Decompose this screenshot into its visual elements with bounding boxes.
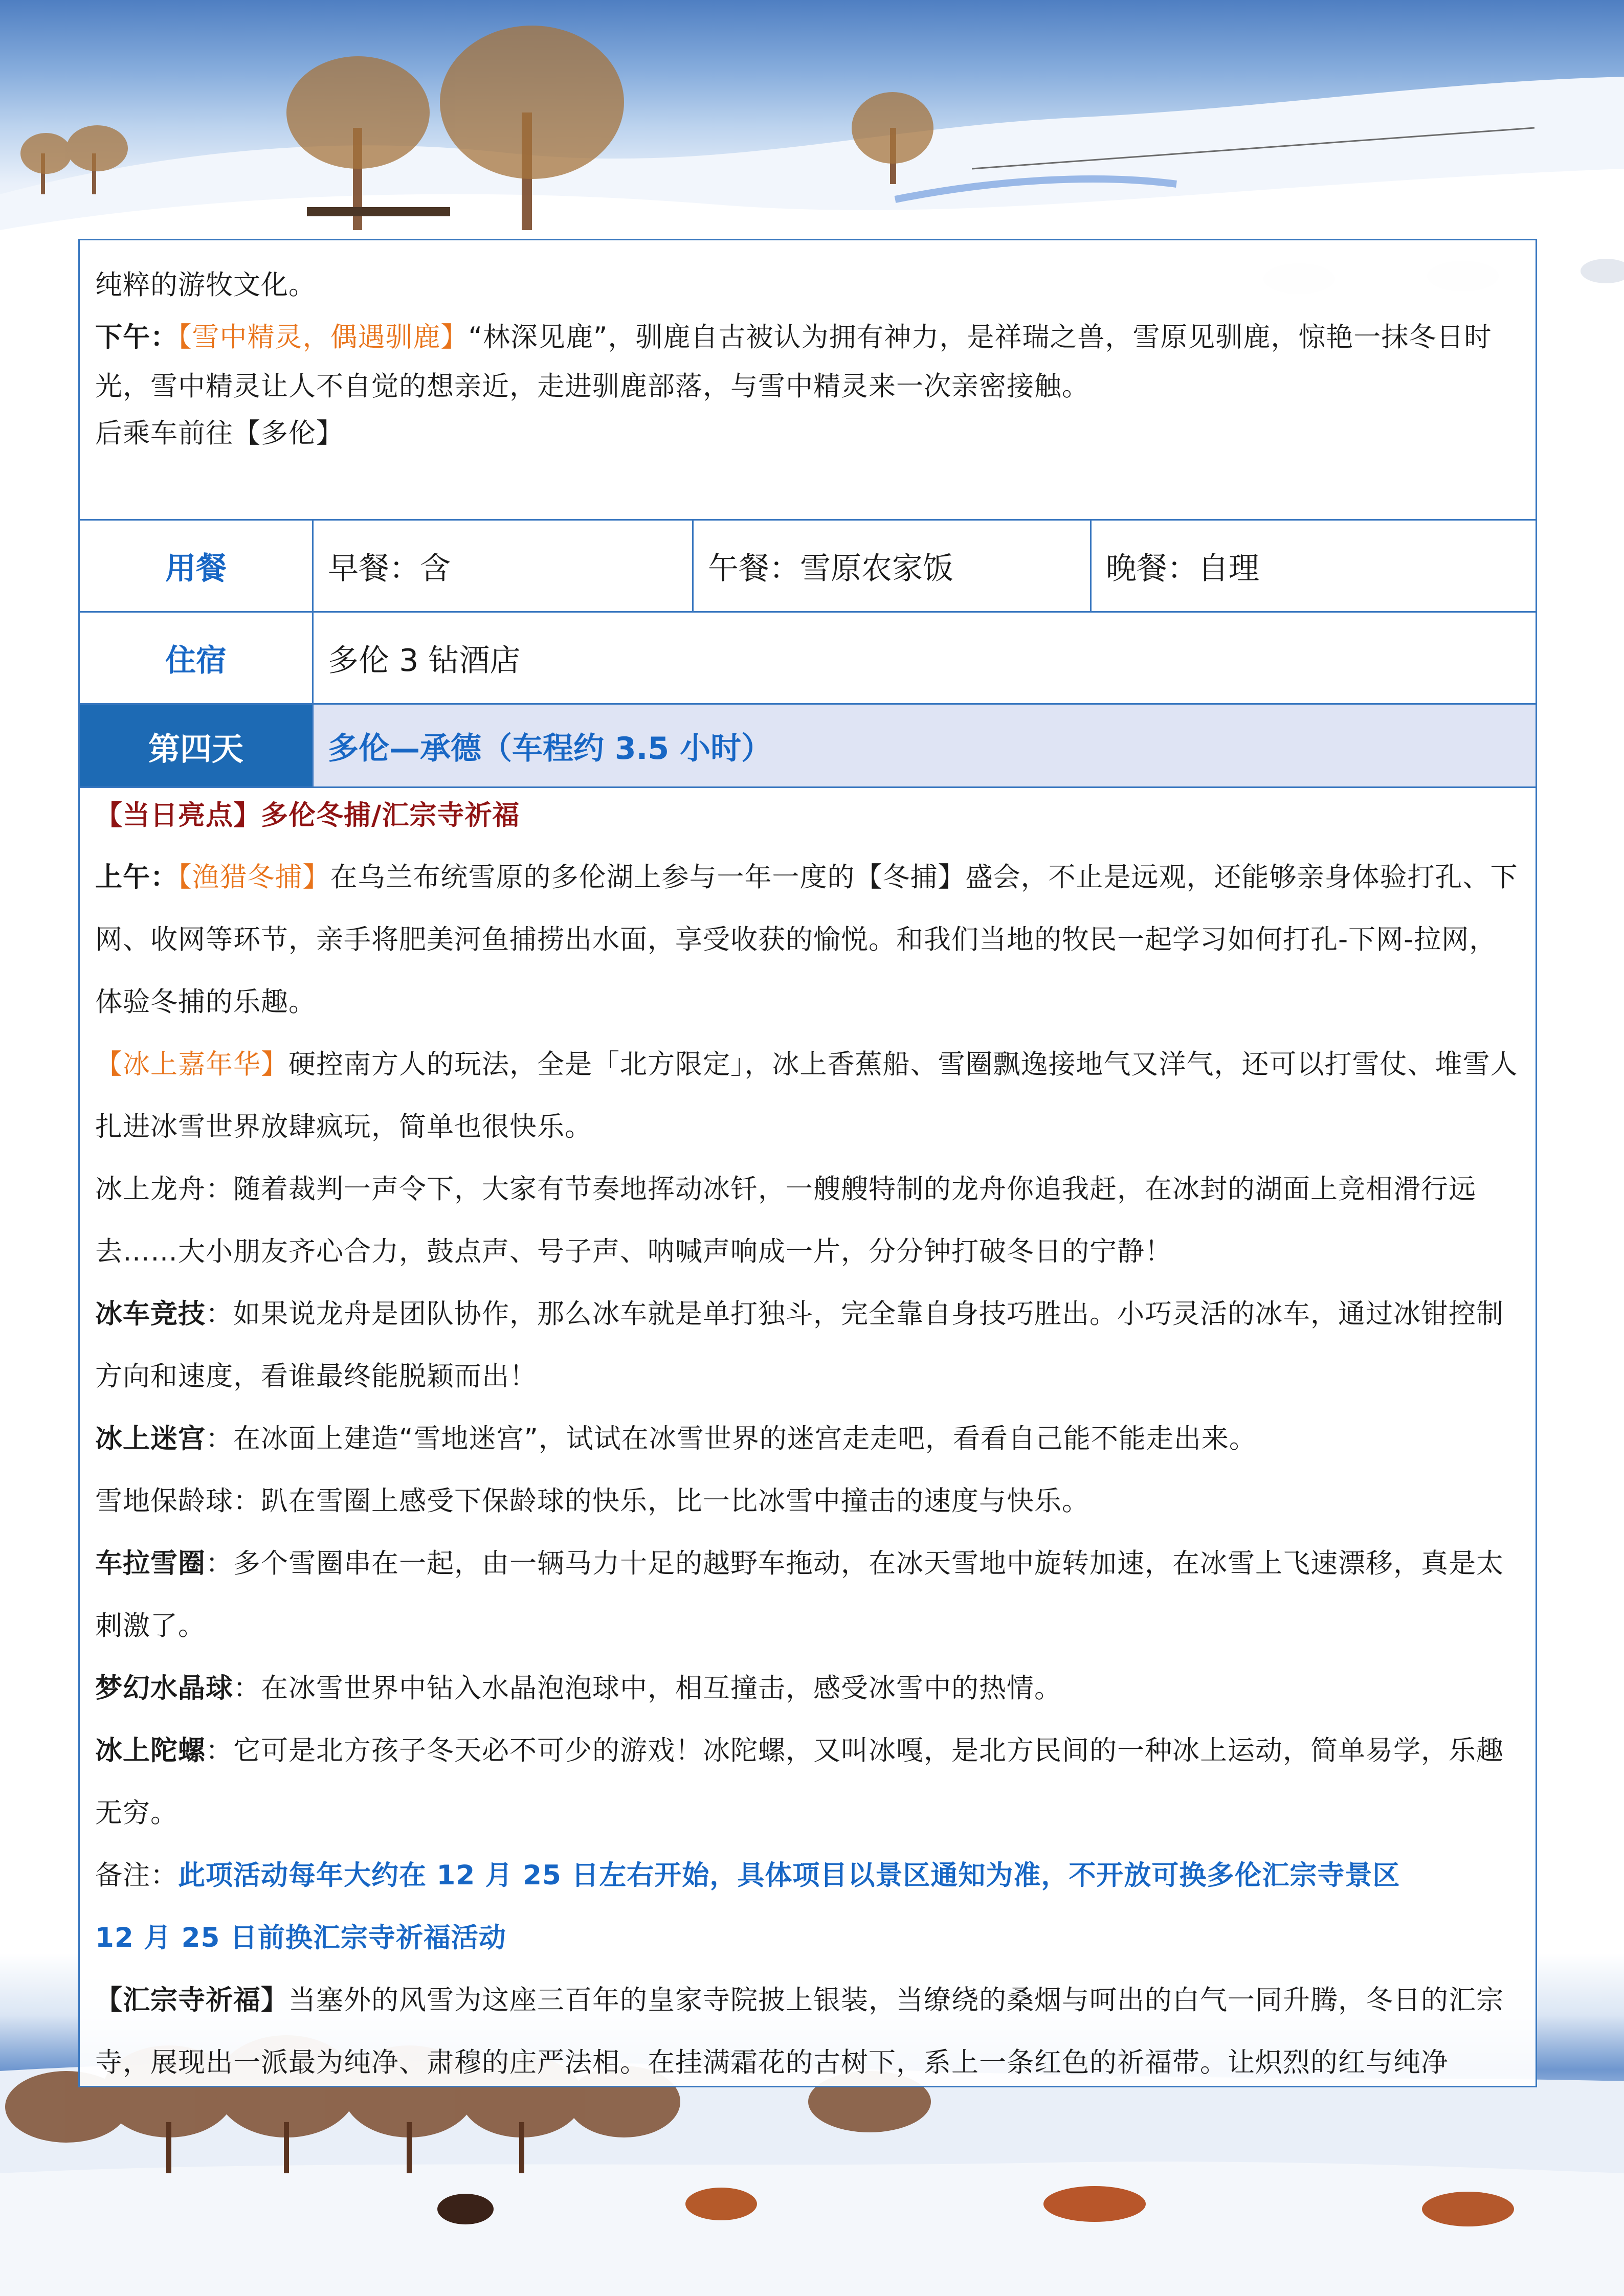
note-label: 备注： xyxy=(95,1860,178,1891)
temple-tag: 【汇宗寺祈福】 xyxy=(95,1985,288,2016)
afternoon-label: 下午： xyxy=(95,322,178,353)
note-paragraph-2 xyxy=(95,1907,1522,1969)
lodging-label: 住宿 xyxy=(80,613,314,703)
lodging-row xyxy=(80,611,1536,703)
hotel-cell: 多伦 3 钻酒店 xyxy=(328,642,521,679)
activity-ice-top: 冰上陀螺：它可是北方孩子冬天必不可少的游戏！冰陀螺，又叫冰嘎，是北方民间的一种冰上运动，简单易学，乐趣无穷。 xyxy=(95,1735,1504,1829)
itinerary-frame xyxy=(78,239,1537,2087)
lunch-cell: 午餐：雪原农家饭 xyxy=(692,521,1090,611)
carnival-paragraph xyxy=(95,1033,1522,1158)
day-title: 多伦—承德（车程约 3.5 小时） xyxy=(314,705,1536,787)
carnival-tag: 【冰上嘉年华】 xyxy=(95,1049,288,1080)
temple-text: 当塞外的风雪为这座三百年的皇家寺院披上银装，当缭绕的桑烟与呵出的白气一同升腾，冬日的汇宗寺，展现出一派最为纯净、肃穆的庄严法相。在挂满霜花的古树下，系上一条红色的祈福带。让炽烈的红与纯净 xyxy=(95,1985,1504,2078)
transfer-line: 后乘车前往【多伦】 xyxy=(95,418,344,449)
breakfast-cell: 早餐：含 xyxy=(328,550,451,587)
temple-paragraph xyxy=(95,1969,1522,2087)
activity-snow-bowling: 雪地保龄球：趴在雪圈上感受下保龄球的快乐，比一比冰雪中撞击的速度与快乐。 xyxy=(95,1485,1089,1517)
morning-text: 在乌兰布统雪原的多伦湖上参与一年一度的【冬捕】盛会，不止是远观，还能够亲身体验打孔、下网、收网等环节，亲手将肥美河鱼捕捞出水面，享受收获的愉悦。和我们当地的牧民一起学习如何打孔-下网-拉网，体验冬捕的乐趣。 xyxy=(95,862,1518,1018)
afternoon-paragraph xyxy=(95,313,1522,411)
highlight-line: 【当日亮点】多伦冬捕/汇宗寺祈福 xyxy=(95,800,520,831)
afternoon-text: “林深见鹿”，驯鹿自古被认为拥有神力，是祥瑞之兽，雪原见驯鹿，惊艳一抹冬日时光，雪中精灵让人不自觉的想亲近，走进驯鹿部落，与雪中精灵来一次亲密接触。 xyxy=(95,322,1492,402)
morning-tag: 【渔猎冬捕】 xyxy=(178,862,330,893)
day-label: 第四天 xyxy=(80,705,314,787)
activity-ice-sled: 冰车竞技：如果说龙舟是团队协作，那么冰车就是单打独斗，完全靠自身技巧胜出。小巧灵活的冰车，通过冰钳控制方向和速度，看谁最终能脱颖而出！ xyxy=(95,1298,1504,1392)
carnival-text: 硬控南方人的玩法，全是「北方限定」，冰上香蕉船、雪圈飘逸接地气又洋气，还可以打雪仗、堆雪人扎进冰雪世界放肆疯玩，简单也很快乐。 xyxy=(95,1049,1518,1142)
dinner-cell: 晚餐：自理 xyxy=(1090,521,1536,611)
activity-dragon-boat: 冰上龙舟：随着裁判一声令下，大家有节奏地挥动冰钎，一艘艘特制的龙舟你追我赶，在冰封的湖面上竞相滑行远去……大小朋友齐心合力，鼓点声、号子声、呐喊声响成一片，分分钟打破冬日的宁静！ xyxy=(95,1174,1476,1267)
morning-label: 上午： xyxy=(95,862,178,893)
note-text: 此项活动每年大约在 12 月 25 日左右开始，具体项目以景区通知为准，不开放可换多伦汇宗寺景区 xyxy=(178,1860,1400,1891)
note-text-2: 12 月 25 日前换汇宗寺祈福活动 xyxy=(95,1922,506,1953)
morning-paragraph xyxy=(95,846,1522,1033)
intro-line: 纯粹的游牧文化。 xyxy=(95,269,316,301)
activity-crystal-ball: 梦幻水晶球：在冰雪世界中钻入水晶泡泡球中，相互撞击，感受冰雪中的热情。 xyxy=(95,1673,1062,1704)
activity-car-snow-ring: 车拉雪圈：多个雪圈串在一起，由一辆马力十足的越野车拖动，在冰天雪地中旋转加速，在冰雪上飞速漂移，真是太刺激了。 xyxy=(95,1548,1504,1641)
note-paragraph xyxy=(95,1844,1522,1907)
meals-row xyxy=(80,519,1536,611)
activity-ice-maze: 冰上迷宫：在冰面上建造“雪地迷宫”，试试在冰雪世界的迷宫走走吧，看看自己能不能走出来。 xyxy=(95,1423,1257,1454)
meals-label: 用餐 xyxy=(80,521,314,611)
day-header-row xyxy=(80,703,1536,787)
afternoon-tag: 【雪中精灵，偶遇驯鹿】 xyxy=(178,322,469,353)
